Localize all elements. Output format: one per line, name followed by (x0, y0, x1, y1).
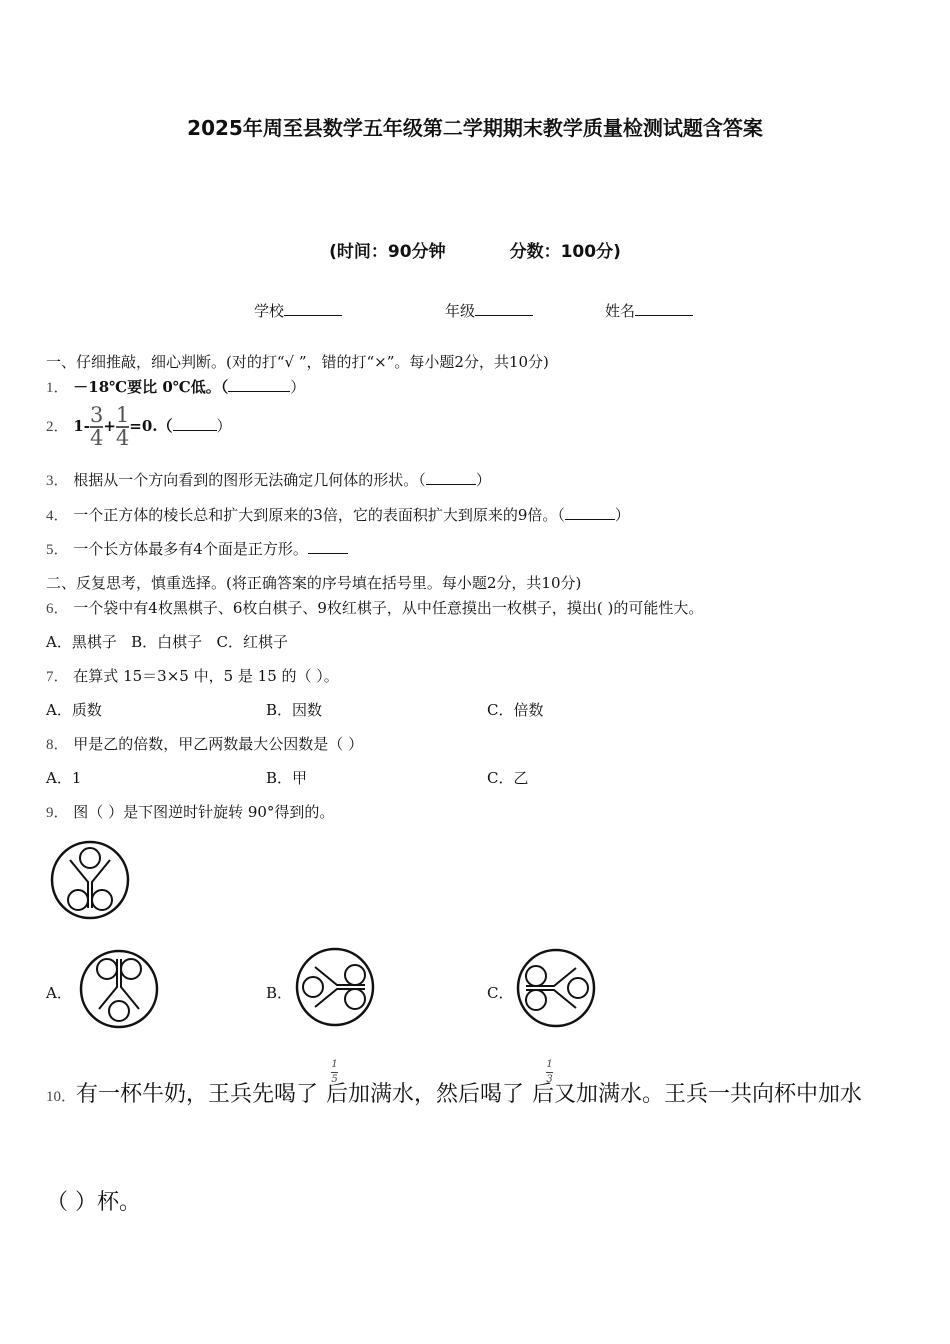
question-number: 1． (46, 380, 69, 396)
answer-blank[interactable] (228, 377, 290, 392)
question-3 (46, 469, 491, 490)
option-b[interactable]: B．白棋子 (131, 633, 203, 651)
school-field[interactable] (254, 300, 342, 321)
question-text: －18℃要比 0℃低。（ (73, 378, 229, 396)
question-number: 7． (46, 669, 69, 685)
question-8-option-b[interactable]: B．甲 (266, 769, 308, 787)
question-text: 一个长方体最多有4个面是正方形。 (73, 540, 308, 558)
question-8-option-a[interactable]: A．1 (46, 769, 82, 787)
question-text: 一个正方体的棱长总和扩大到原来的3倍，它的表面积扩大到原来的9倍。（ (73, 506, 565, 524)
grade-field[interactable] (445, 300, 533, 321)
question-number: 6． (46, 601, 69, 617)
question-1 (46, 376, 305, 397)
question-10-answer-line: （ ）杯。 (46, 1190, 141, 1215)
question-number: 9． (46, 805, 69, 821)
fraction-1-5 (331, 1060, 338, 1085)
fraction-1-3 (546, 1060, 553, 1085)
question-9 (46, 801, 334, 822)
numerator: 1 (331, 1059, 338, 1070)
question-number: 2． (46, 419, 69, 435)
question-5 (46, 538, 348, 559)
name-label: 姓名 (605, 302, 636, 320)
q9-option-b-figure[interactable] (293, 945, 377, 1029)
section-2-heading: 二、反复思考，慎重选择。(将正确答案的序号填在括号里。每小题2分，共10分) (46, 574, 582, 592)
bracket-close: ） (290, 378, 306, 396)
question-7-option-a[interactable]: A．质数 (46, 701, 102, 719)
exam-time: (时间：90分钟 (329, 242, 446, 262)
question-8 (46, 733, 363, 754)
answer-blank[interactable] (308, 539, 348, 554)
question-4 (46, 504, 630, 525)
bracket-close: ） (614, 506, 630, 524)
numerator: 1 (546, 1059, 553, 1070)
question-10 (46, 1074, 863, 1108)
question-6 (46, 597, 703, 618)
q9-option-c-figure[interactable] (514, 946, 598, 1030)
question-number: 4． (46, 508, 69, 524)
fraction-1-4 (115, 403, 130, 450)
denominator: 4 (89, 426, 104, 450)
question-9-option-b[interactable]: B． (266, 984, 293, 1002)
denominator: 4 (115, 426, 130, 450)
exam-score: 分数：100分) (509, 242, 621, 262)
q9-option-a-figure[interactable] (77, 947, 161, 1031)
question-text-part-2: 后加满水，然后喝了 (326, 1082, 525, 1107)
answer-blank[interactable] (426, 470, 476, 485)
bracket-close: ） (216, 417, 232, 435)
question-text: 甲是乙的倍数，甲乙两数最大公因数是（ ） (73, 735, 364, 753)
question-2 (46, 403, 232, 450)
question-text-part-3: 后又加满水。王兵一共向杯中加水 (532, 1082, 863, 1107)
question-7-option-c[interactable]: C．倍数 (487, 701, 544, 719)
denominator: 3 (546, 1074, 553, 1085)
numerator: 1 (115, 403, 130, 427)
section-1-heading: 一、仔细推敲，细心判断。(对的打“√ ”，错的打“×”。每小题2分，共10分) (46, 353, 549, 371)
question-text: 根据从一个方向看到的图形无法确定几何体的形状。（ (73, 471, 426, 489)
expr-suffix: =0.（ (129, 417, 173, 435)
bracket-close: ） (475, 471, 491, 489)
question-7-option-b[interactable]: B．因数 (266, 701, 323, 719)
plus-sign: + (103, 417, 116, 435)
question-text: 图（ ）是下图逆时针旋转 90°得到的。 (73, 803, 335, 821)
question-text: 一个袋中有4枚黑棋子、6枚白棋子、9枚红棋子，从中任意摸出一枚棋子，摸出( )的可能性大。 (73, 599, 704, 617)
q9-original-figure (48, 838, 134, 922)
question-number: 10． (46, 1089, 77, 1105)
fraction-3-4 (89, 403, 104, 450)
question-number: 3． (46, 473, 69, 489)
option-c[interactable]: C．红棋子 (216, 633, 288, 651)
question-text-part-1: 有一杯牛奶，王兵先喝了 (76, 1082, 319, 1107)
question-9-option-c[interactable]: C． (487, 984, 514, 1002)
question-7 (46, 665, 339, 686)
option-a[interactable]: A．黑棋子 (46, 633, 117, 651)
grade-label: 年级 (445, 302, 476, 320)
question-text: 在算式 15＝3×5 中，5 是 15 的（ ）。 (73, 667, 339, 685)
question-8-option-c[interactable]: C．乙 (487, 769, 529, 787)
expr-prefix: 1- (73, 417, 90, 435)
answer-blank[interactable] (173, 416, 217, 431)
question-6-options (46, 631, 288, 652)
numerator: 3 (89, 403, 104, 427)
question-number: 8． (46, 737, 69, 753)
exam-meta (0, 237, 950, 262)
answer-blank[interactable] (565, 505, 615, 520)
denominator: 5 (331, 1074, 338, 1085)
name-field[interactable] (605, 300, 693, 321)
page-title: 2025年周至县数学五年级第二学期期末教学质量检测试题含答案 (187, 116, 763, 140)
school-label: 学校 (254, 302, 285, 320)
question-number: 5． (46, 542, 69, 558)
question-9-option-a[interactable]: A． (46, 984, 72, 1002)
